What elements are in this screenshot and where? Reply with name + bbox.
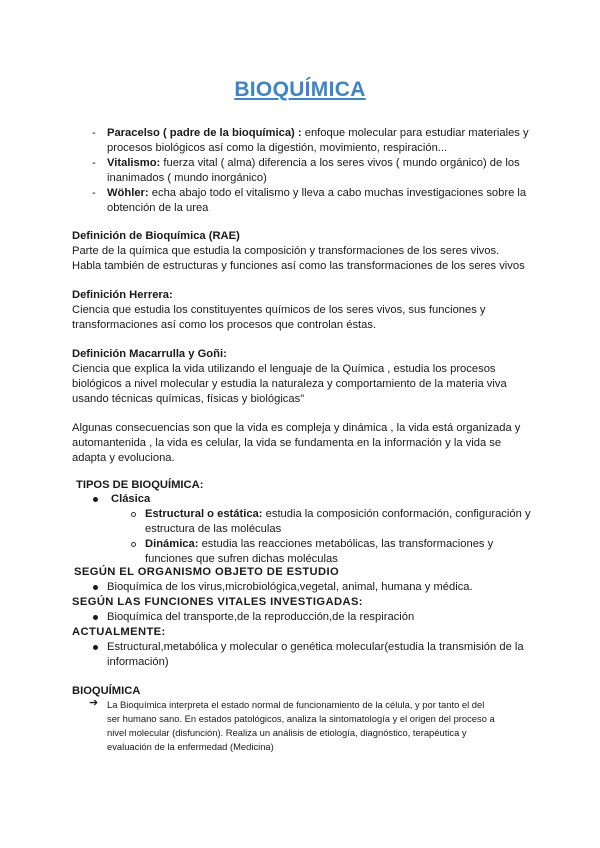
consequences-line: Algunas consecuencias son que la vida es compleja y dinámica , la vida está organizada y [72, 422, 521, 434]
bio-line: evaluación de la enfermedad (Medicina) [107, 741, 274, 752]
circle-bullet [131, 512, 136, 517]
rae-line: Habla también de estructuras y funciones así como las transformaciones de los seres vivos [72, 260, 525, 272]
page-title: BIOQUÍMICA [234, 78, 366, 101]
estructural-item: Estructural o estática: estudia la composición conformación, configuración y [145, 508, 531, 520]
clasica-label: Clásica [111, 493, 151, 505]
consequences-line: automantenida , la vida es celular, la vida se fundamenta en la información y la vida se [72, 437, 502, 449]
actual-item-cont: información) [107, 656, 169, 668]
rae-line: Parte de la química que estudia la composición y transformaciones de los seres vivos. [72, 245, 500, 257]
bullet-dot [93, 615, 98, 620]
dinamica-item-cont: funciones que sufren dichas moléculas [145, 553, 338, 565]
herrera-heading: Definición Herrera: [72, 289, 173, 301]
bullet-dot [93, 645, 98, 650]
history-item-vitalismo-cont: inanimados ( mundo inorgánico) [107, 172, 267, 184]
actual-heading: ACTUALMENTE: [72, 626, 166, 638]
bio-line: La Bioquímica interpreta el estado normal de funcionamiento de la célula, y por tanto el del [107, 699, 485, 710]
history-item-wohler-cont: obtención de la urea [107, 202, 209, 214]
funciones-heading: SEGÚN LAS FUNCIONES VITALES INVESTIGADAS: [72, 596, 363, 608]
history-item-wohler: Wöhler: echa abajo todo el vitalismo y lleva a cabo muchas investigaciones sobre la [107, 187, 527, 199]
history-item-paracelso-cont: procesos biológicos así como la digestión, movimiento, respiración... [107, 142, 448, 154]
herrera-line: transformaciones así como los procesos que controlan éstas. [72, 319, 377, 331]
organismo-item: Bioquímica de los virus,microbiológica,vegetal, animal, humana y médica. [107, 581, 473, 593]
herrera-line: Ciencia que estudia los constituyentes químicos de los seres vivos, sus funciones y [72, 304, 486, 316]
rae-heading: Definición de Bioquímica (RAE) [72, 230, 240, 242]
types-heading: TIPOS DE BIOQUÍMICA: [76, 479, 204, 491]
macarrulla-line: usando técnicas químicas, físicas y biológicas" [72, 393, 305, 405]
organismo-heading: SEGÚN EL ORGANISMO OBJETO DE ESTUDIO [74, 566, 340, 578]
consequences-line: adapta y evoluciona. [72, 452, 175, 464]
macarrulla-heading: Definición Macarrulla y Goñi: [72, 348, 227, 360]
arrow-right-icon: ➔ [89, 697, 99, 709]
macarrulla-line: Ciencia que explica la vida utilizando el lenguaje de la Química , estudia los procesos [72, 363, 496, 375]
actual-item: Estructural,metabólica y molecular o genética molecular(estudia la transmisión de la [107, 641, 524, 653]
dash-bullet: - [92, 127, 96, 139]
bio-heading: BIOQUÍMICA [72, 685, 141, 697]
funciones-item: Bioquímica del transporte,de la reproducción,de la respiración [107, 611, 415, 623]
dash-bullet: - [92, 187, 96, 199]
bio-line: nivel molecular (disfunción). Realiza un análisis de etiología, diagnóstico, terapéutica y [107, 727, 467, 738]
circle-bullet [131, 542, 136, 547]
history-item-paracelso: Paracelso ( padre de la bioquímica) : enfoque molecular para estudiar materiales y [107, 127, 529, 139]
bullet-dot [93, 585, 98, 590]
macarrulla-line: biológicos a nivel molecular y estudia la naturaleza y comportamiento de la materia viva [72, 378, 507, 390]
history-item-vitalismo: Vitalismo: fuerza vital ( alma) diferencia a los seres vivos ( mundo orgánico) de los [107, 157, 520, 169]
dinamica-item: Dinámica: estudia las reacciones metabólicas, las transformaciones y [145, 538, 494, 550]
bullet-dot [93, 497, 98, 502]
dash-bullet: - [92, 157, 96, 169]
estructural-item-cont: estructura de las moléculas [145, 523, 282, 535]
bio-line: ser humano sano. En estados patológicos, analiza la sintomatología y el origen del proceso a [107, 713, 495, 724]
